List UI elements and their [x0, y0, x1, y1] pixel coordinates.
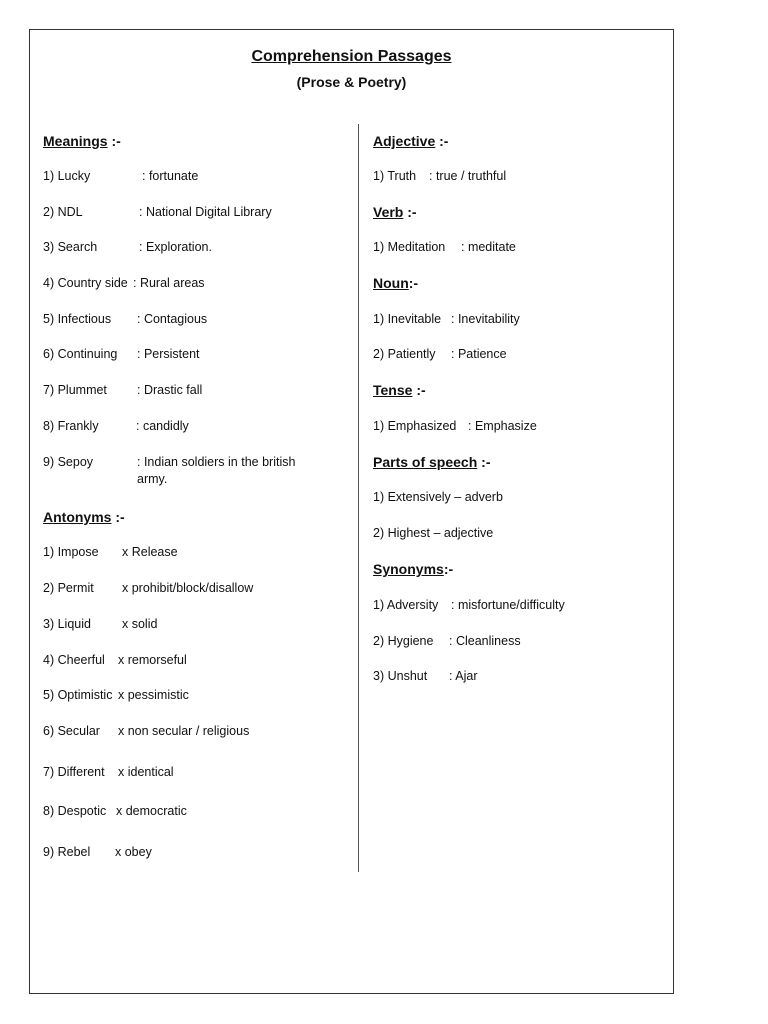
list-item: 1) Truth : true / truthful [373, 169, 507, 183]
list-item: 1) Emphasized : Emphasize [373, 419, 537, 433]
synonyms-heading: Synonyms:- [373, 561, 454, 577]
list-item: 3) Search : Exploration. [43, 240, 212, 254]
list-item: 2) Highest – adjective [373, 526, 494, 540]
noun-heading: Noun:- [373, 275, 419, 291]
antonyms-heading: Antonyms :- [43, 509, 125, 525]
column-divider [358, 124, 359, 872]
meanings-heading: Meanings :- [43, 133, 121, 149]
list-item: 3) Liquid x solid [43, 617, 158, 631]
list-item: 1) Inevitable : Inevitability [373, 312, 520, 326]
page-title: Comprehension Passages [251, 48, 452, 65]
list-item: 2) Patiently : Patience [373, 347, 507, 361]
list-item: 2) NDL : National Digital Library [43, 205, 272, 219]
list-item: 1) Meditation : meditate [373, 240, 516, 254]
list-item: 4) Country side : Rural areas [43, 276, 205, 290]
list-item: 8) Despotic x democratic [43, 804, 187, 818]
list-item: 4) Cheerful x remorseful [43, 653, 187, 667]
list-item: 3) Unshut : Ajar [373, 669, 478, 683]
list-item: 5) Infectious : Contagious [43, 312, 208, 326]
list-item: 1) Extensively – adverb [373, 490, 503, 504]
list-item: 6) Secular x non secular / religious [43, 724, 250, 738]
tense-heading: Tense :- [373, 382, 426, 398]
parts-of-speech-heading: Parts of speech :- [373, 454, 491, 470]
adjective-heading: Adjective :- [373, 133, 449, 149]
list-item: 1) Lucky : fortunate [43, 169, 199, 183]
list-item: 1) Impose x Release [43, 545, 178, 559]
list-item: 9) Sepoy : Indian soldiers in the british army. [43, 455, 296, 486]
list-item: 7) Plummet : Drastic fall [43, 383, 203, 397]
list-item: 1) Adversity : misfortune/difficulty [373, 598, 565, 612]
list-item: 7) Different x identical [43, 765, 174, 779]
list-item: 9) Rebel x obey [43, 845, 152, 859]
page-subtitle: (Prose & Poetry) [296, 74, 407, 90]
list-item: 6) Continuing : Persistent [43, 347, 200, 361]
list-item: 2) Permit x prohibit/block/disallow [43, 581, 254, 595]
list-item: 8) Frankly : candidly [43, 419, 189, 433]
verb-heading: Verb :- [373, 204, 417, 220]
document-page [29, 29, 674, 994]
list-item: 5) Optimistic x pessimistic [43, 688, 189, 702]
list-item: 2) Hygiene : Cleanliness [373, 634, 521, 648]
